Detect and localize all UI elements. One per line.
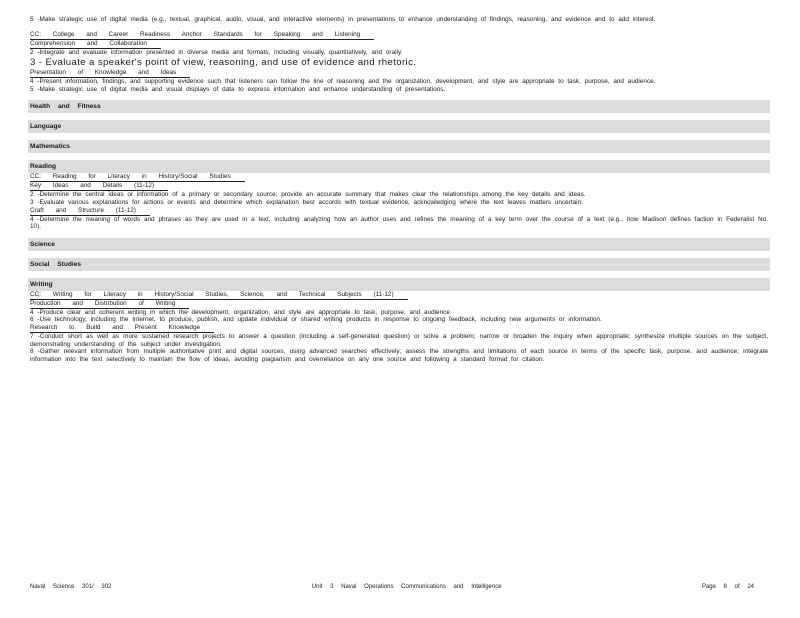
writing-item-8: 8 -Gather relevant information from multiple authoritative print and digital sources, using advanced searches effectively; assess the strengths and limitations of each source in terms of the specific task, purpose, and audience; integrate information into the text selectively to maintain the flow of ideas, avoiding plagiarism and overreliance on any one source and following a standard format for citation. (30, 348, 768, 363)
key-ideas-subheader: Key Ideas and Details (11-12) (30, 182, 168, 191)
writing-item-6: 6 -Use technology, including the Internet, to produce, publish, and update individual or shared writing products in response to ongoing feedback, including new arguments or information. (30, 316, 602, 324)
craft-structure-subheader: Craft and Structure (11-12) (30, 207, 150, 216)
page-footer (30, 584, 754, 590)
writing-item-4: 4 -Produce clear and coherent writing in which the development, organization, and style are appropriate to task, purpose, and audience. (30, 308, 452, 316)
document-page (30, 16, 768, 363)
speaking-standards-header: CC: College and Career Readiness Anchor Standards for Speaking and Listening (30, 31, 374, 40)
section-language: Language (28, 120, 770, 133)
footer-unit: Unit 3 Naval Operations Communications and Intelligence (311, 584, 502, 590)
speaking-item-4: 4 -Present information, findings, and supporting evidence such that listeners can follow the line of reasoning and the organization, development, and style are appropriate to task, purpose, and audience. (30, 78, 656, 86)
production-subheader: Production and Distribution of Writing (30, 300, 189, 309)
speaking-item-2: 2 -Integrate and evaluate information presented in diverse media and formats, including visually, quantitatively, and orally. (30, 48, 403, 56)
presentation-subheader: Presentation of Knowledge and Ideas (30, 69, 190, 78)
footer-course: Naval Science 301/ 302 (30, 584, 112, 590)
intro-item-5: 5 -Make strategic use of digital media (e.g., textual, graphical, audio, visual, and interactive elements) in presentations to enhance understanding of findings, reasoning, and evidence and to add interest. (30, 16, 656, 23)
reading-item-2: 2 -Determine the central ideas or information of a primary or secondary source; provide an accurate summary that makes clear the relationships among the key details and ideas. (30, 191, 586, 199)
section-writing: Writing (28, 278, 770, 291)
comprehension-subheader: Comprehension and Collaboration (30, 40, 161, 49)
reading-item-4: 4 -Determine the meaning of words and phrases as they are used in a text, including analyzing how an author uses and refines the meaning of a key term over the course of a text (e.g., how Madison defines faction in Federalist No. 10). (30, 215, 768, 231)
section-social-studies: Social Studies (28, 258, 770, 271)
section-science: Science (28, 238, 770, 251)
speaking-item-3: 3 - Evaluate a speaker's point of view, reasoning, and use of evidence and rhetoric. (30, 57, 417, 69)
writing-standards-header: CC: Writing for Literacy in History/Social Studies, Science, and Technical Subjects (11-12) (30, 291, 408, 300)
research-subheader: Research to Build and Present Knowledge (30, 324, 214, 333)
footer-page-number: Page 8 of 24 (701, 584, 754, 590)
speaking-item-5: 5 -Make strategic use of digital media and visual displays of data to express information and enhance understanding of presentations. (30, 85, 446, 93)
section-health-fitness: Health and Fitness (28, 100, 770, 113)
reading-item-3: 3 -Evaluate various explanations for actions or events and determine which explanation best accords with textual evidence, acknowledging where the text leaves matters uncertain. (30, 198, 583, 206)
section-mathematics: Mathematics (28, 140, 770, 153)
section-reading: Reading (28, 160, 770, 173)
writing-item-7: 7 -Conduct short as well as more sustained research projects to answer a question (including a self-generated question) or solve a problem; narrow or broaden the inquiry when appropriate; synthesize multiple sources on the subject, demonstrating understanding of the subject under investigation. (30, 332, 768, 348)
reading-standards-header: CC: Reading for Literacy in History/Social Studies (30, 173, 245, 182)
